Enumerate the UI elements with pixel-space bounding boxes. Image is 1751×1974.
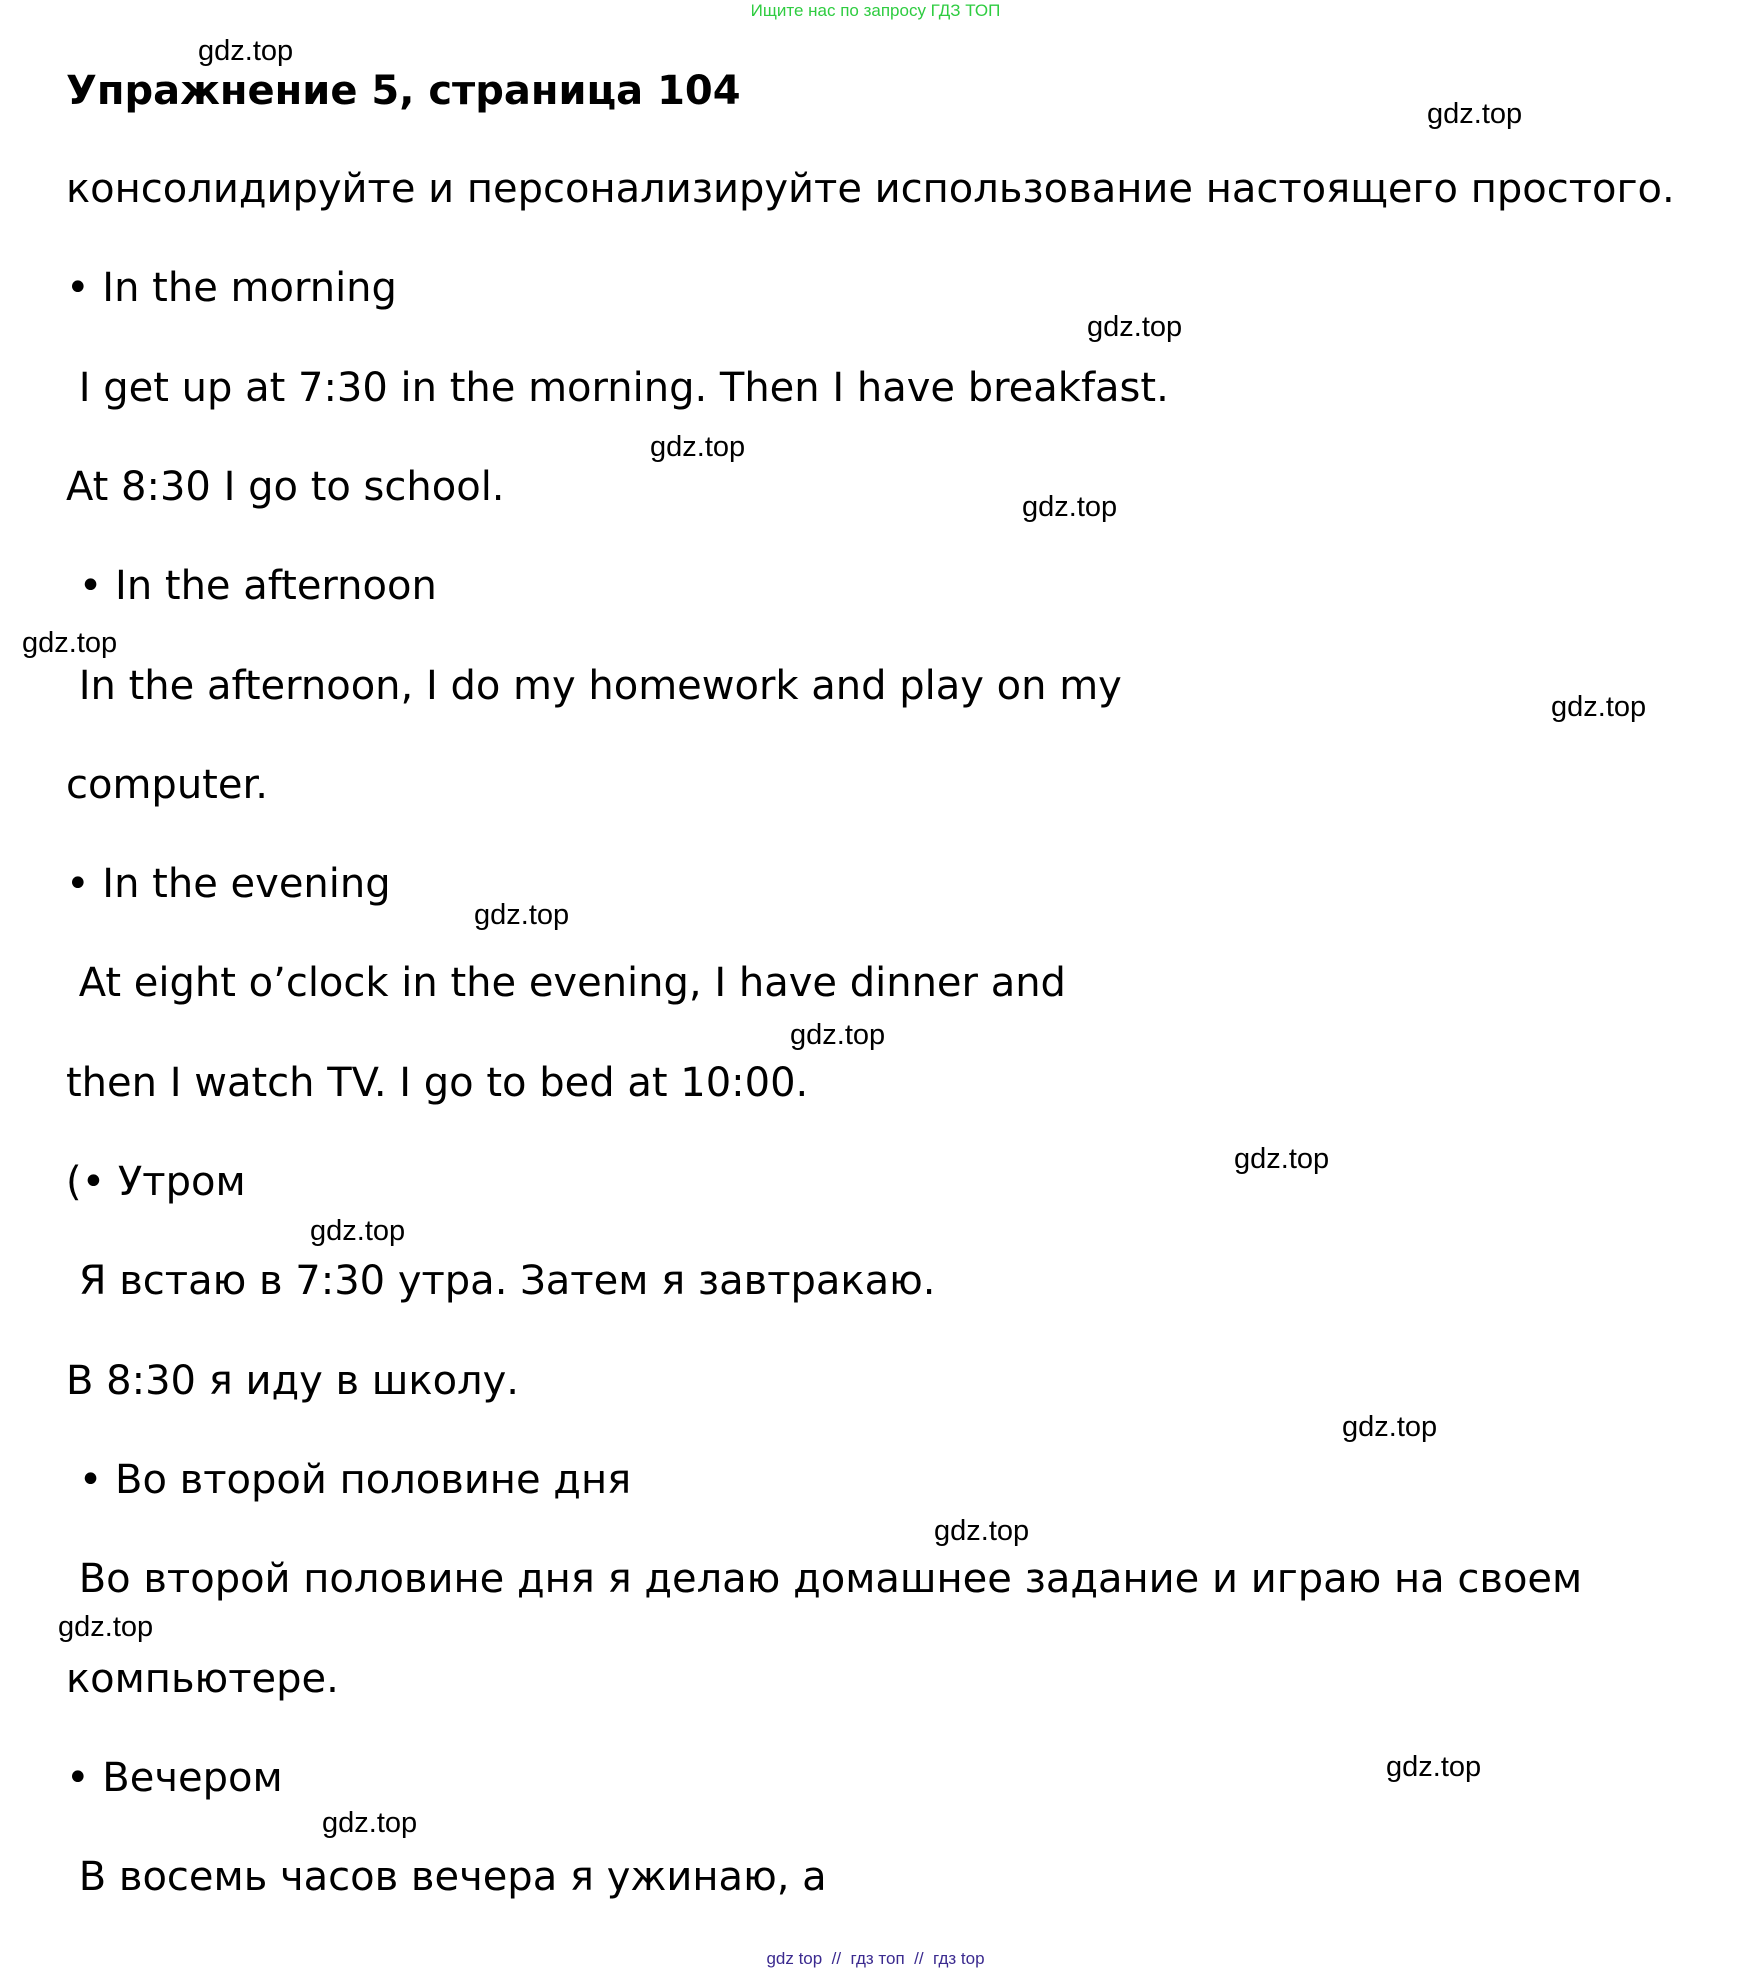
text-line: computer.	[66, 762, 268, 808]
bullet-evening-ru: • Вечером	[66, 1755, 283, 1801]
text-line: Я встаю в 7:30 утра. Затем я завтракаю.	[66, 1258, 936, 1304]
watermark: gdz.top	[790, 1019, 886, 1051]
text-line: In the afternoon, I do my homework and play on my	[66, 663, 1122, 709]
watermark: gdz.top	[1234, 1143, 1330, 1175]
watermark: gdz.top	[1022, 491, 1118, 523]
watermark: gdz.top	[1087, 311, 1183, 343]
watermark: gdz.top	[1551, 691, 1647, 723]
top-banner: Ищите нас по запросу ГДЗ ТОП	[750, 1, 1001, 20]
footer-links: gdz top // гдз топ // гдз top	[766, 1949, 985, 1968]
watermark: gdz.top	[1342, 1411, 1438, 1443]
text-line: компьютере.	[66, 1656, 339, 1702]
text-line: В 8:30 я иду в школу.	[66, 1358, 519, 1404]
text-line: В восемь часов вечера я ужинаю, а	[66, 1854, 827, 1900]
text-line: I get up at 7:30 in the morning. Then I have breakfast.	[66, 365, 1169, 411]
watermark: gdz.top	[1427, 98, 1523, 130]
bullet-evening-en: • In the evening	[66, 861, 391, 907]
watermark: gdz.top	[934, 1515, 1030, 1547]
watermark: gdz.top	[322, 1807, 418, 1839]
bullet-morning-ru: (• Утром	[66, 1159, 246, 1205]
bullet-afternoon-ru: • Во второй половине дня	[66, 1457, 632, 1503]
text-line: At eight o’clock in the evening, I have dinner and	[66, 960, 1066, 1006]
bullet-morning-en: • In the morning	[66, 265, 397, 311]
watermark: gdz.top	[1386, 1751, 1482, 1783]
watermark: gdz.top	[58, 1611, 154, 1643]
watermark: gdz.top	[198, 35, 294, 67]
watermark: gdz.top	[474, 899, 570, 931]
watermark: gdz.top	[310, 1215, 406, 1247]
text-line: Во второй половине дня я делаю домашнее задание и играю на своем	[66, 1556, 1583, 1602]
instruction-line: консолидируйте и персонализируйте использование настоящего простого.	[66, 166, 1675, 212]
page-title: Упражнение 5, страница 104	[66, 68, 741, 114]
watermark: gdz.top	[650, 431, 746, 463]
watermark: gdz.top	[22, 627, 118, 659]
bullet-afternoon-en: • In the afternoon	[66, 563, 437, 609]
text-line: then I watch TV. I go to bed at 10:00.	[66, 1060, 809, 1106]
text-line: At 8:30 I go to school.	[66, 464, 505, 510]
